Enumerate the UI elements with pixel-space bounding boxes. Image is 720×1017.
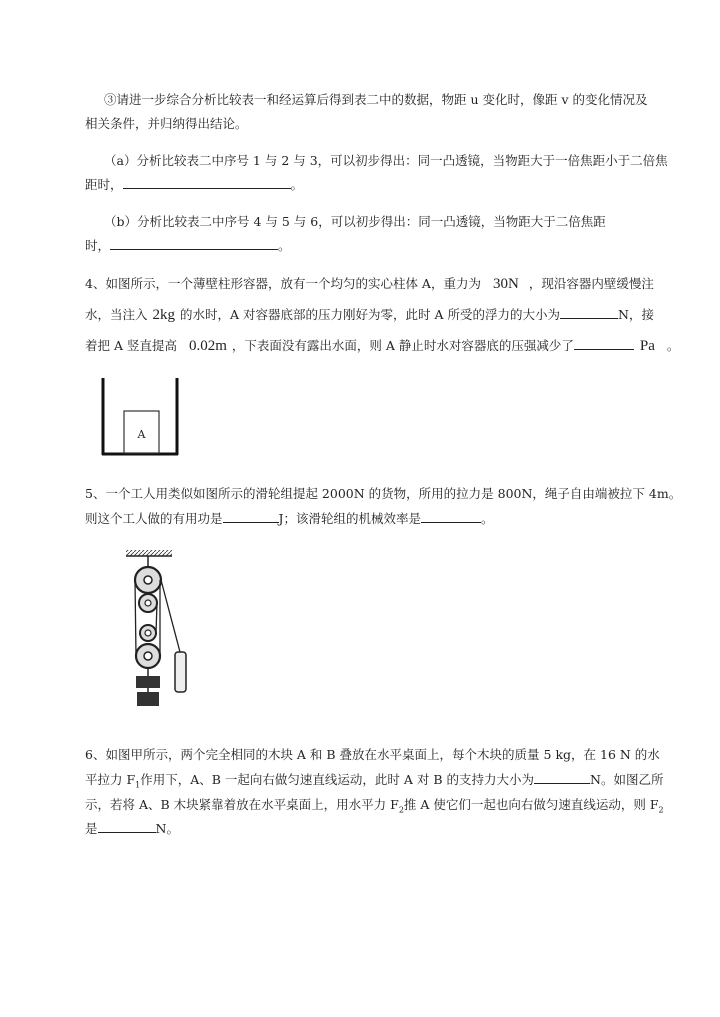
q3a-end: 。: [290, 177, 304, 192]
rope-free-end: [161, 580, 180, 652]
q4-pressure-blank[interactable]: [574, 338, 634, 350]
q4-height-value: 0.02m: [188, 338, 227, 354]
q5-text-1: 则这个工人做的有用功是: [85, 511, 223, 526]
q4-line-1: [85, 276, 654, 292]
q6-text-7: N。: [155, 821, 179, 836]
q3-line-2: 相关条件，并归纳得出结论。: [85, 116, 248, 131]
cargo-block-2: [137, 692, 159, 706]
moving-pulley-1-axle: [145, 630, 151, 636]
q4-text-2: ，现沿容器内壁缓慢注: [528, 276, 654, 291]
fixed-pulley-2-axle: [145, 600, 151, 606]
q3b-line-2: [85, 238, 291, 254]
fixed-pulley-1-axle: [144, 576, 152, 584]
q6-text-4: 示，若将 A、B 木块紧靠着放在水平桌面上，用水平力 F: [85, 797, 399, 812]
cargo-block-1: [136, 676, 160, 688]
q4-text-6: 着把 A 竖直提高: [85, 338, 177, 353]
q5-line-1: 5、一个工人用类似如图所示的滑轮组提起 2000N 的货物，所用的拉力是 800N，绳子自由端被拉下 4m。: [85, 486, 682, 501]
q3b-text: 时，: [85, 238, 111, 253]
q6-text-1: 平拉力 F: [85, 772, 136, 787]
q6-line-3: [85, 797, 664, 819]
q4-weight-value: 30N: [492, 276, 519, 292]
q6-line-4: [85, 821, 179, 837]
pulley-figure: [118, 548, 198, 710]
q5-line-2: [85, 511, 494, 527]
q4-buoyancy-blank[interactable]: [560, 307, 618, 319]
q6-line-2: [85, 772, 664, 794]
q3-line-1: ③请进一步综合分析比较表一和经运算后得到表二中的数据，物距 u 变化时，像距 v 的变化情况及: [104, 92, 648, 107]
q4-text-1: 4、如图所示，一个薄壁柱形容器，放有一个均匀的实心柱体 A，重力为: [85, 276, 481, 291]
q5-text-2: J；该滑轮组的机械效率是: [278, 511, 422, 526]
q4-mass-value: 2kg: [152, 307, 176, 323]
q5-useful-work-blank[interactable]: [223, 511, 279, 523]
q5-efficiency-blank[interactable]: [421, 511, 481, 523]
q4-pressure-unit: Pa: [639, 338, 655, 354]
block-a-label: A: [137, 428, 146, 441]
q3b-line-1: （b）分析比较表二中序号 4 与 5 与 6，可以初步得出：同一凸透镜，当物距大于二倍焦距: [104, 214, 606, 229]
q3b-end: 。: [278, 238, 291, 253]
rope-left: [135, 580, 136, 656]
q5-text-3: 。: [481, 511, 494, 526]
q3b-answer-blank[interactable]: [110, 238, 278, 250]
q4-line-2: [85, 307, 654, 323]
pull-weight: [175, 652, 186, 692]
q4-line-3: [85, 338, 679, 354]
q6-subscript-3: 2: [658, 805, 664, 815]
q6-subscript-2: 2: [398, 805, 404, 815]
q4-text-8: 。: [666, 338, 680, 353]
q3a-answer-blank[interactable]: [123, 177, 291, 189]
q4-text-3: 水，当注入: [85, 307, 148, 322]
ceiling-hatch: [126, 550, 172, 556]
q6-line-1: 6、如图甲所示，两个完全相同的木块 A 和 B 叠放在水平桌面上，每个木块的质量 5 kg，在 16 N 的水: [85, 747, 660, 762]
moving-pulley-2-axle: [144, 652, 152, 660]
container-figure: [100, 376, 182, 458]
q4-text-5: N，接: [618, 307, 654, 322]
q3a-text: 距时，: [85, 177, 123, 192]
q6-subscript-1: 1: [135, 780, 141, 790]
q3a-line-1: （a）分析比较表二中序号 1 与 2 与 3，可以初步得出：同一凸透镜，当物距大于一倍焦距小于二倍焦: [104, 153, 668, 168]
q3a-line-2: [85, 177, 303, 193]
q6-support-force-blank[interactable]: [534, 772, 590, 784]
q6-text-6: 是: [85, 821, 98, 836]
q6-text-5: 推 A 使它们一起也向右做匀速直线运动，则 F: [403, 797, 659, 812]
q6-text-2: 作用下，A、B 一起向右做匀速直线运动，此时 A 对 B 的支持力大小为: [140, 772, 535, 787]
q6-f2-blank[interactable]: [98, 821, 156, 833]
q6-text-3: N。如图乙所: [590, 772, 664, 787]
q4-text-4: 的水时，A 对容器底部的压力刚好为零，此时 A 所受的浮力的大小为: [180, 307, 560, 322]
q4-text-7: ，下表面没有露出水面，则 A 静止时水对容器底的压强减少了: [231, 338, 574, 353]
